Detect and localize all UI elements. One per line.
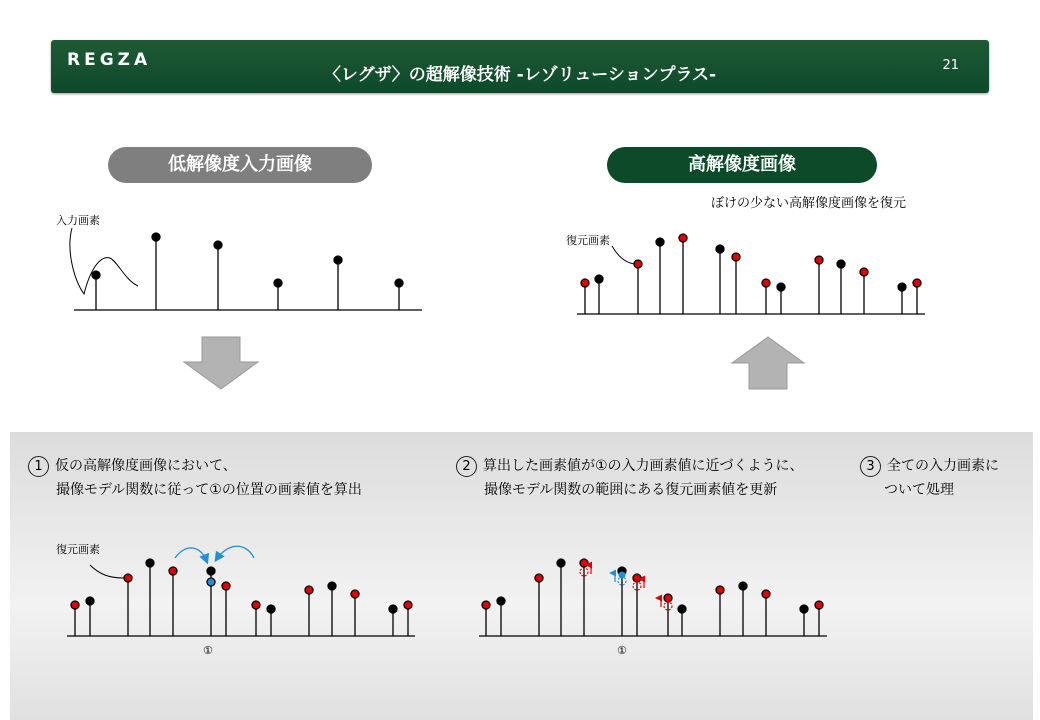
restored-pixel-callout-bottom xyxy=(90,565,124,578)
step-2-number: 2 xyxy=(456,456,477,477)
blue-arrow-right xyxy=(216,546,254,560)
down-arrow xyxy=(184,337,258,389)
step-2-line1: 算出した画素値が①の入力画素値に近づくように、 xyxy=(483,458,804,474)
high-res-stem-plot xyxy=(577,234,925,314)
step2-stem-plot xyxy=(479,559,827,636)
regza-logo: REGZA xyxy=(67,50,152,70)
step-1-line1: 仮の高解像度画像において、 xyxy=(55,458,237,474)
slide-title: 〈レグザ〉の超解像技術 -レゾリューションプラス- xyxy=(323,65,717,85)
high-res-pill: 高解像度画像 xyxy=(607,147,877,183)
up-arrow xyxy=(732,337,804,389)
restored-pixel-label-top: 復元画素 xyxy=(566,234,610,247)
restored-pixel-callout-top xyxy=(612,246,634,264)
low-res-stem-plot xyxy=(74,233,422,310)
step1-stem-plot xyxy=(67,559,415,636)
input-pixel-label: 入力画素 xyxy=(56,214,100,227)
step-2-line2: 撮像モデル関数の範囲にある復元画素値を更新 xyxy=(484,482,778,498)
step-3-line1: 全ての入力画素に xyxy=(887,458,999,474)
step-1-line2: 撮像モデル関数に従って①の位置の画素値を算出 xyxy=(56,482,362,498)
page-number: 21 xyxy=(942,58,959,73)
input-pixel-callout xyxy=(70,228,138,294)
restored-pixel-label-bottom: 復元画素 xyxy=(56,543,100,556)
marker-1-left: ① xyxy=(203,644,213,657)
marker-1-right: ① xyxy=(617,644,627,657)
restore-caption: ぼけの少ない高解像度画像を復元 xyxy=(711,196,907,211)
low-res-pill: 低解像度入力画像 xyxy=(108,147,372,183)
step-3-line2: ついて処理 xyxy=(884,482,954,498)
step-3-number: 3 xyxy=(860,456,881,477)
blue-arrow-left xyxy=(175,548,207,562)
step-1-number: 1 xyxy=(28,456,49,477)
